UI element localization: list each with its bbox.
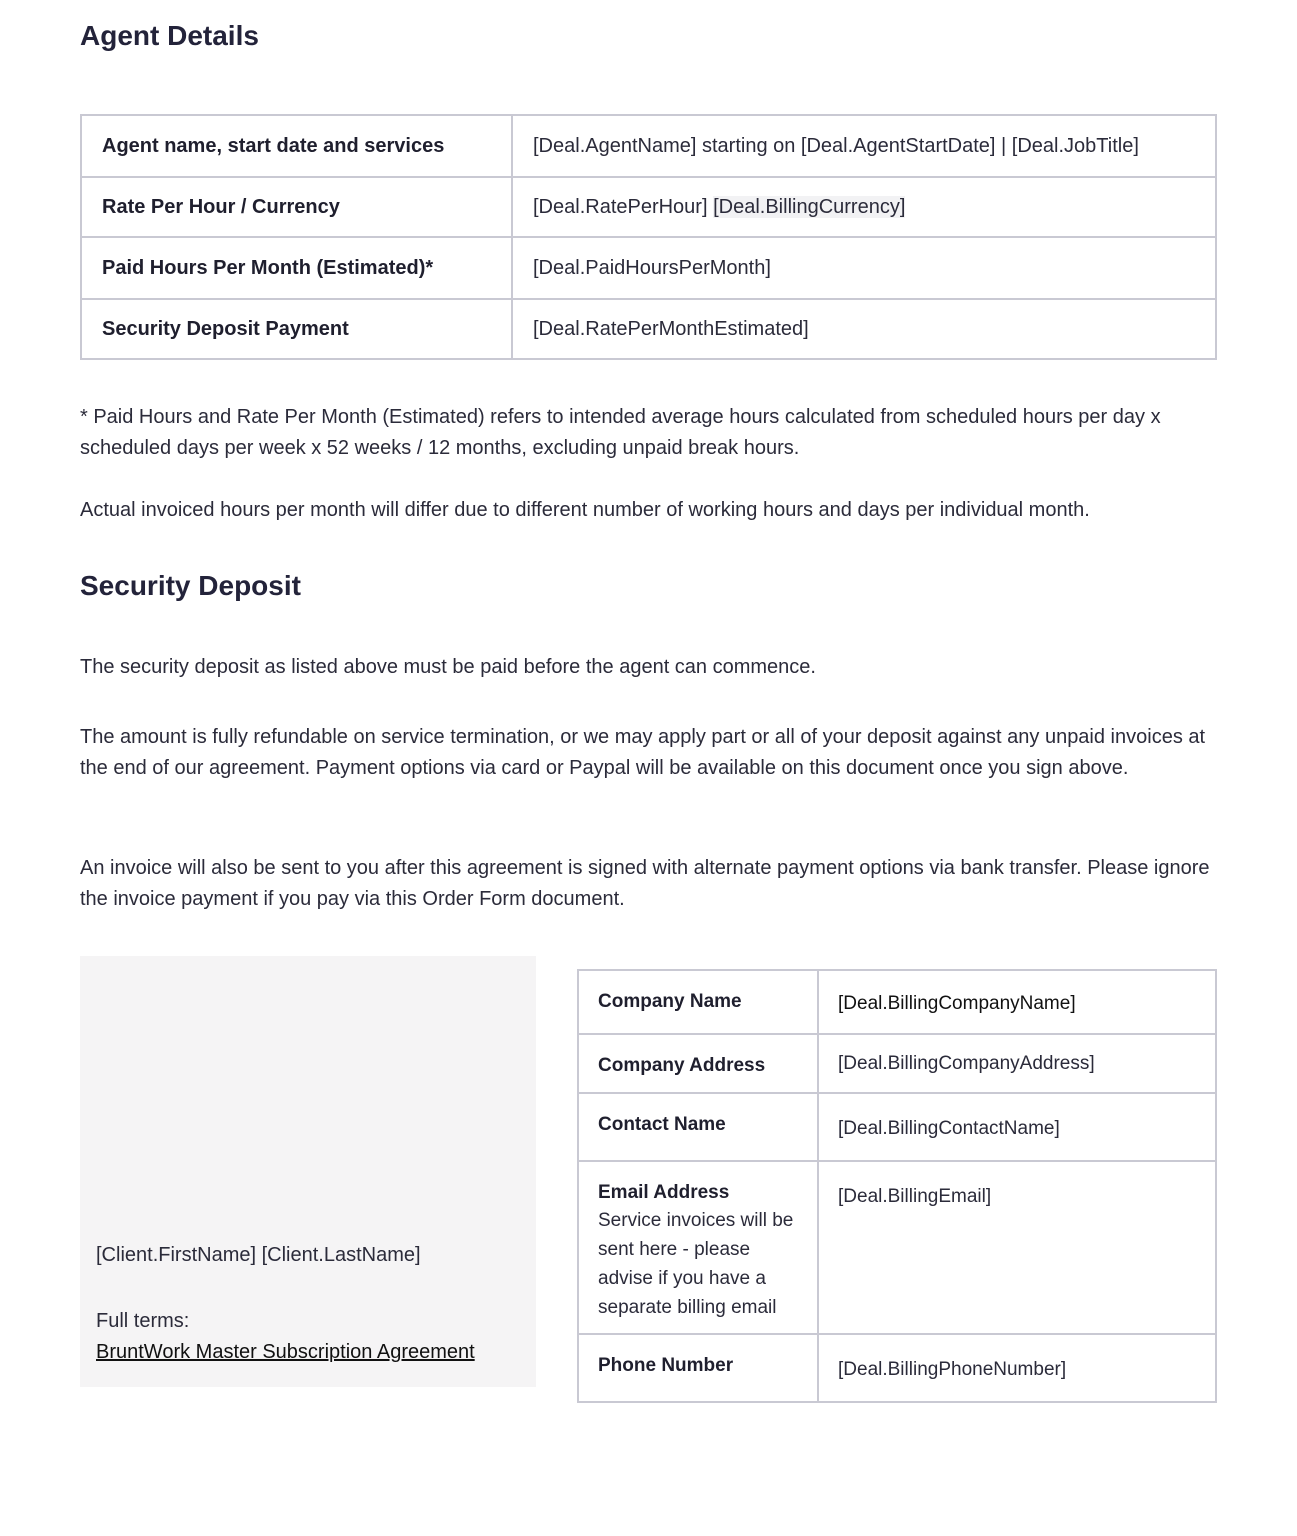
row-value: [Deal.BillingCompanyAddress]	[818, 1034, 1216, 1093]
row-label: Rate Per Hour / Currency	[81, 177, 512, 237]
deposit-paragraph-1: The security deposit as listed above must be paid before the agent can commence.	[80, 656, 816, 678]
row-label: Phone Number	[578, 1334, 818, 1402]
table-row	[81, 237, 1216, 299]
full-terms-label: Full terms:	[96, 1310, 190, 1332]
email-help-text: Service invoices will be sent here - please advise if you have a separate billing email	[598, 1210, 794, 1318]
row-label: Contact Name	[578, 1093, 818, 1161]
row-value: [Deal.PaidHoursPerMonth]	[512, 237, 1216, 299]
row-value: [Deal.AgentName] starting on [Deal.AgentStartDate] | [Deal.JobTitle]	[512, 115, 1216, 177]
email-label: Email Address	[598, 1182, 730, 1203]
table-row	[578, 1093, 1216, 1161]
billing-currency-value: [Deal.BillingCurrency]	[713, 195, 906, 218]
table-row	[81, 115, 1216, 177]
table-row	[81, 177, 1216, 237]
table-row	[578, 1034, 1216, 1093]
row-label: Company Address	[578, 1034, 818, 1093]
row-label: Paid Hours Per Month (Estimated)*	[81, 237, 512, 299]
row-label	[578, 1161, 818, 1334]
row-value: [Deal.RatePerMonthEstimated]	[512, 299, 1216, 359]
row-value: [Deal.BillingEmail]	[818, 1161, 1216, 1334]
table-row	[578, 1334, 1216, 1402]
billing-table	[577, 969, 1217, 1403]
table-row	[578, 970, 1216, 1034]
master-agreement-link[interactable]: BruntWork Master Subscription Agreement	[96, 1341, 475, 1363]
invoice-note-text: Actual invoiced hours per month will differ due to different number of working hours and days per individual month.	[80, 499, 1090, 521]
deposit-paragraph-3: An invoice will also be sent to you after this agreement is signed with alternate payment options via bank transfer. Please ignore the invoice payment if you pay via this Order Form document.	[80, 857, 1210, 910]
signature-box[interactable]	[80, 956, 536, 1387]
row-label: Company Name	[578, 970, 818, 1034]
client-name: [Client.FirstName] [Client.LastName]	[96, 1244, 421, 1266]
row-value: [Deal.BillingContactName]	[818, 1093, 1216, 1161]
footnote-text: * Paid Hours and Rate Per Month (Estimated) refers to intended average hours calculated from scheduled hours per day x scheduled days per week x 52 weeks / 12 months, excluding unpaid break hours.	[80, 406, 1161, 459]
security-deposit-heading: Security Deposit	[80, 570, 301, 601]
table-row	[578, 1161, 1216, 1334]
deposit-paragraph-2: The amount is fully refundable on service termination, or we may apply part or all of your deposit against any unpaid invoices at the end of our agreement. Payment options via card or Paypal will be available on this document once you sign above.	[80, 726, 1206, 779]
row-label: Security Deposit Payment	[81, 299, 512, 359]
agent-details-table	[80, 114, 1217, 360]
row-value: [Deal.BillingPhoneNumber]	[818, 1334, 1216, 1402]
row-value: [Deal.BillingCompanyName]	[818, 970, 1216, 1034]
rate-per-hour-value: [Deal.RatePerHour]	[533, 195, 708, 218]
row-value	[512, 177, 1216, 237]
agent-details-heading: Agent Details	[80, 20, 259, 51]
table-row	[81, 299, 1216, 359]
row-label: Agent name, start date and services	[81, 115, 512, 177]
